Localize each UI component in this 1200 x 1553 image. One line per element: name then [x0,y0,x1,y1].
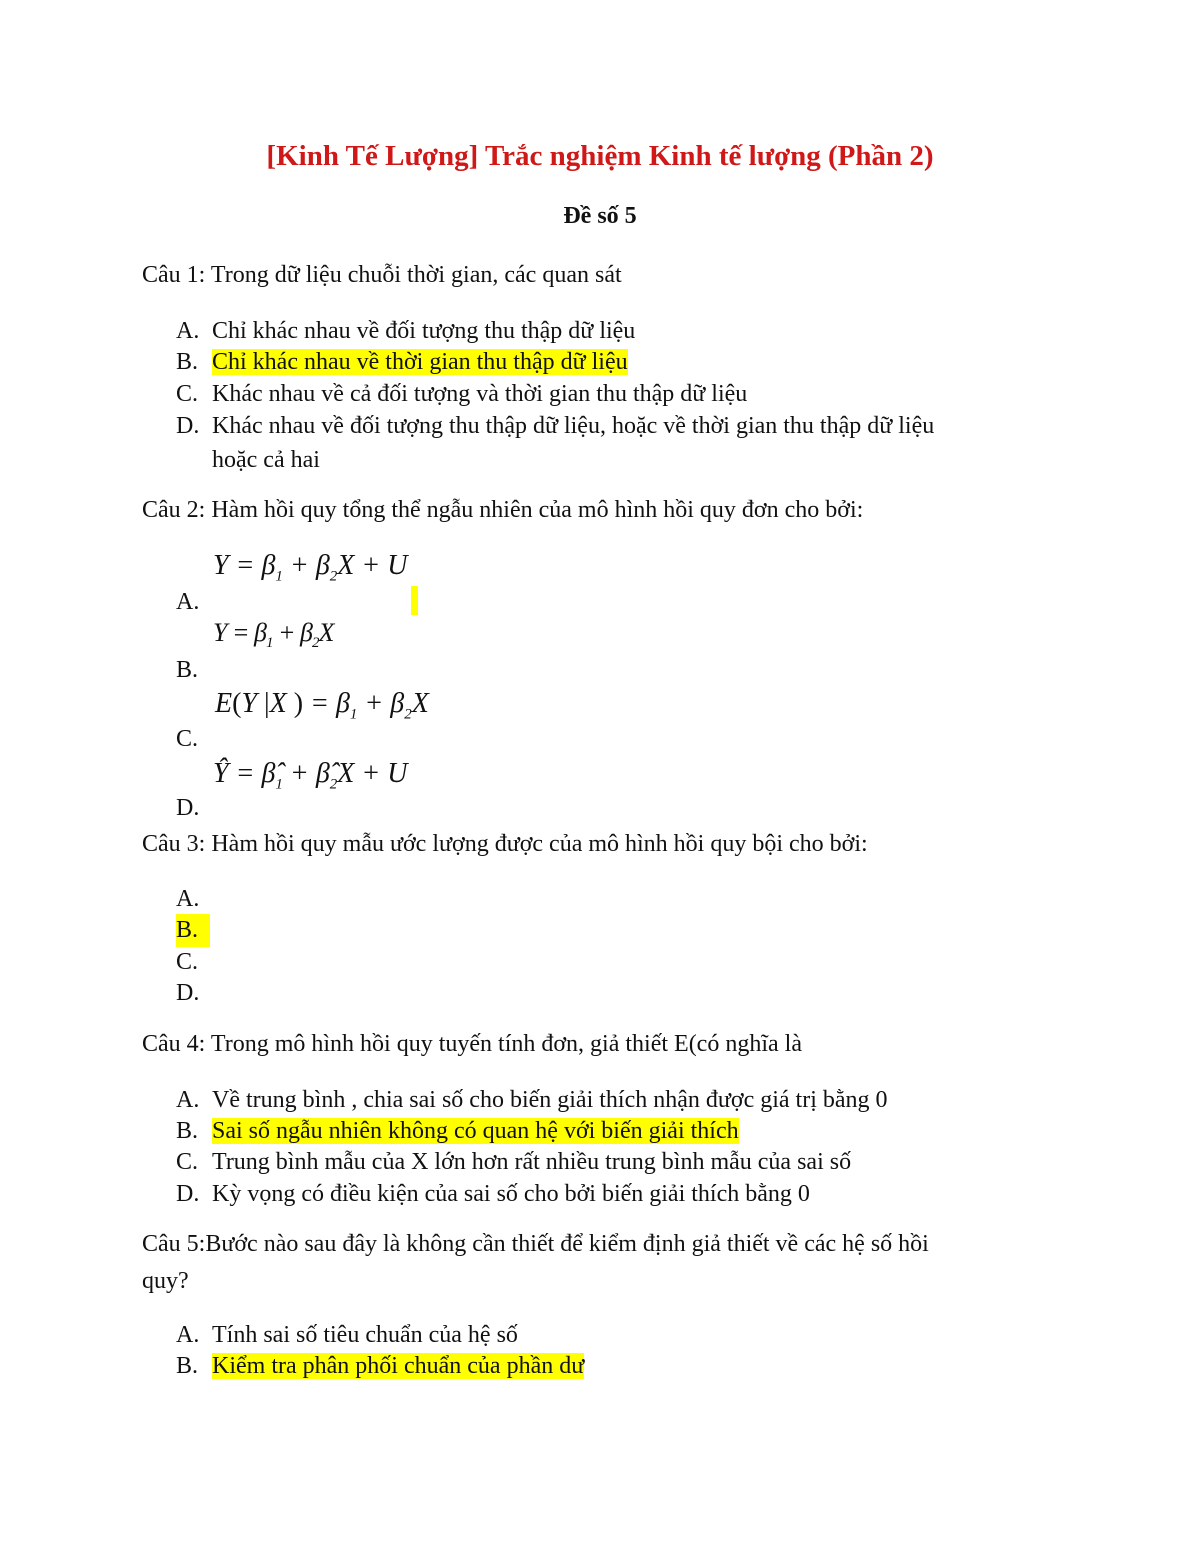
question-3: Câu 3: Hàm hồi quy mẫu ước lượng được của mô hình hồi quy bội cho bởi: [142,831,868,857]
option-text: Tính sai số tiêu chuẩn của hệ số [212,1322,518,1348]
option-text: Khác nhau về đối tượng thu thập dữ liệu, hoặc về thời gian thu thập dữ liệu [212,413,935,439]
option-letter: A. [176,318,200,344]
q1-option-c [176,378,1056,411]
question-5-continued: quy? [142,1268,189,1294]
q5-option-a [176,1319,1056,1352]
document-title: [Kinh Tế Lượng] Trắc nghiệm Kinh tế lượng (Phần 2) [266,140,934,172]
option-text-answer: Kiểm tra phân phối chuẩn của phần dư [212,1353,585,1379]
q3-option-b [176,914,1056,947]
option-letter: C. [176,1149,199,1175]
question-4: Câu 4: Trong mô hình hồi quy tuyến tính đơn, giả thiết E(có nghĩa là [142,1031,802,1057]
q3-option-d [176,977,1056,1010]
question-2: Câu 2: Hàm hồi quy tổng thể ngẫu nhiên của mô hình hồi quy đơn cho bởi: [142,497,864,523]
q2-option-b [176,654,1056,687]
option-letter: D. [176,1181,200,1207]
q1-option-d-continued: hoặc cả hai [212,447,320,473]
option-letter: A. [176,886,200,912]
q3-option-a [176,883,1056,916]
formula-c: E(Y |X ) = $\beta_1 + \beta_2X$ [215,688,429,723]
option-letter: D. [176,795,200,821]
option-letter: A. [176,589,200,615]
option-letter: D. [176,413,200,439]
option-text: Trung bình mẫu của X lớn hơn rất nhiều trung bình mẫu của sai số [212,1149,852,1175]
formula-a: $Y = \beta_1 + \beta_2X + U$ [213,550,408,585]
option-letter: B. [176,349,199,375]
option-letter-answer: B. [176,914,210,947]
option-letter: A. [176,1322,200,1348]
formula-b: $Y = \beta_1 + \beta_2X$ [213,618,334,652]
option-letter: C. [176,381,199,407]
q5-option-b [176,1350,1056,1383]
exam-number: Đề số 5 [563,203,637,229]
q4-option-a [176,1084,1056,1117]
q2-option-d [176,792,1056,825]
option-letter: B. [176,657,199,683]
option-text: Chỉ khác nhau về đối tượng thu thập dữ liệu [212,318,636,344]
option-letter: D. [176,980,200,1006]
q2-option-c [176,723,1056,756]
option-text-answer: Sai số ngẫu nhiên không có quan hệ với biến giải thích [212,1118,739,1144]
q1-option-a [176,315,1056,348]
q1-option-b [176,346,1056,379]
q3-option-c [176,946,1056,979]
option-letter: B. [176,1353,199,1379]
option-letter: C. [176,726,199,752]
q1-option-d [176,410,1056,443]
question-5: Câu 5:Bước nào sau đây là không cần thiết để kiểm định giả thiết về các hệ số hồi [142,1231,929,1257]
option-text: Về trung bình , chia sai số cho biến giải thích nhận được giá trị bằng 0 [212,1087,888,1113]
option-letter: C. [176,949,199,975]
question-1: Câu 1: Trong dữ liệu chuỗi thời gian, các quan sát [142,262,622,288]
q4-option-d [176,1178,1056,1211]
q2-option-a [176,586,1056,619]
option-letter: A. [176,1087,200,1113]
q4-option-b [176,1115,1056,1148]
option-letter: B. [176,1118,199,1144]
option-text: Kỳ vọng có điều kiện của sai số cho bởi biến giải thích bằng 0 [212,1181,810,1207]
q4-option-c [176,1146,1056,1179]
option-text-answer: Chỉ khác nhau về thời gian thu thập dữ liệu [212,349,628,375]
formula-d: Ŷ = $\betâ_1$ + $\betâ_2X + U$ [213,758,408,793]
option-text: Khác nhau về cả đối tượng và thời gian thu thập dữ liệu [212,381,748,407]
